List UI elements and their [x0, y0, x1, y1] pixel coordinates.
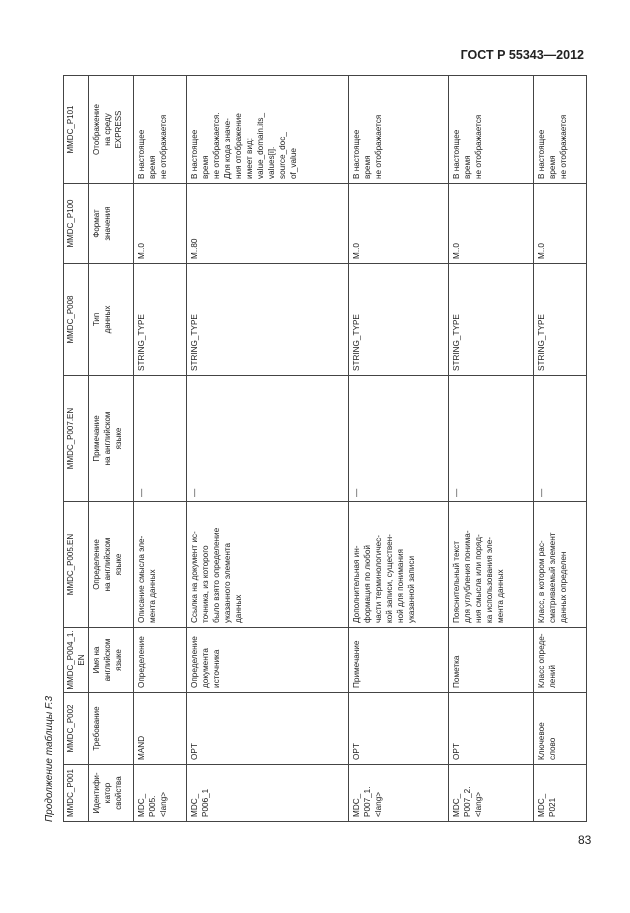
data-type-cell: STRING_TYPE: [187, 264, 349, 376]
requirement-cell: MAND: [134, 693, 187, 765]
code-cell: MMDC_P100: [64, 184, 89, 264]
id-cell: MDC_ P007_2. <lang>: [449, 765, 533, 822]
id-cell: MDC_ P021: [533, 765, 586, 822]
rotated-table-container: [44, 76, 587, 822]
name-en-cell: Пометка: [449, 628, 533, 693]
code-cell: MMDC_P008: [64, 264, 89, 376]
express-cell: В настоящее время не отображается: [533, 76, 586, 184]
data-type-cell: STRING_TYPE: [449, 264, 533, 376]
header-cell: Имя на английском языке: [89, 628, 134, 693]
note-cell: —: [449, 376, 533, 502]
code-cell: MMDC_P004_1.EN: [64, 628, 89, 693]
format-cell: M..0: [449, 184, 533, 264]
name-en-cell: Определение: [134, 628, 187, 693]
code-cell: MMDC_P005.EN: [64, 502, 89, 628]
express-cell: В настоящее время не отображается: [449, 76, 533, 184]
definition-cell: Дополнительная ин- формация по любой части терминологичес- кой записи, существен- ной для понимания указанной записи: [349, 502, 449, 628]
page-number: 83: [578, 833, 592, 847]
header-cell: Отображение на среду EXPRESS: [89, 76, 134, 184]
format-cell: M..0: [134, 184, 187, 264]
requirement-cell: Ключевое слово: [533, 693, 586, 765]
standard-header: ГОСТ Р 55343—2012: [460, 48, 584, 62]
code-cell: MMDC_P007.EN: [64, 376, 89, 502]
code-cell: MMDC_P001: [64, 765, 89, 822]
table-row: [134, 76, 187, 822]
definition-cell: Ссылка на документ ис- точника, из которого было взято определение указанного элемента данных: [187, 502, 349, 628]
express-cell: В настоящее время не отображается. Для кода значе- ния отображение имеет вид: value_domain.its_ values[i]. source_doc_ of_value: [187, 76, 349, 184]
id-cell: MDC_ P007_1. <lang>: [349, 765, 449, 822]
requirement-cell: OPT: [187, 693, 349, 765]
definition-cell: Описание смысла эле- мента данных: [134, 502, 187, 628]
header-codes-row: [64, 76, 89, 822]
header-cell: Требование: [89, 693, 134, 765]
definition-cell: Класс, в котором рас- сматриваемый элемент данных определен: [533, 502, 586, 628]
header-names-row: [89, 76, 134, 822]
id-cell: MDC_ P005. <lang>: [134, 765, 187, 822]
table-row: [533, 76, 586, 822]
header-cell: Определение на английском языке: [89, 502, 134, 628]
table-row: [349, 76, 449, 822]
express-cell: В настоящее время не отображается: [134, 76, 187, 184]
code-cell: MMDC_P002: [64, 693, 89, 765]
definition-cell: Пояснительный текст для углубления понима- ния смысла или поряд- ка использования эле- мента данных: [449, 502, 533, 628]
code-cell: MMDC_P101: [64, 76, 89, 184]
data-type-cell: STRING_TYPE: [349, 264, 449, 376]
header-cell: Идентифи- катор свойства: [89, 765, 134, 822]
requirement-cell: OPT: [349, 693, 449, 765]
id-cell: MDC_ P006_1: [187, 765, 349, 822]
data-type-cell: STRING_TYPE: [533, 264, 586, 376]
header-cell: Примечание на английском языке: [89, 376, 134, 502]
name-en-cell: Примечание: [349, 628, 449, 693]
name-en-cell: Класс опреде- лений: [533, 628, 586, 693]
note-cell: —: [187, 376, 349, 502]
format-cell: M..80: [187, 184, 349, 264]
header-cell: Формат значения: [89, 184, 134, 264]
data-type-cell: STRING_TYPE: [134, 264, 187, 376]
header-cell: Тип данных: [89, 264, 134, 376]
name-en-cell: Определение документа источника: [187, 628, 349, 693]
requirement-cell: OPT: [449, 693, 533, 765]
table-row: [187, 76, 349, 822]
note-cell: —: [533, 376, 586, 502]
express-cell: В настоящее время не отображается: [349, 76, 449, 184]
properties-table: [63, 75, 587, 822]
format-cell: M..0: [533, 184, 586, 264]
note-cell: —: [134, 376, 187, 502]
table-caption: Продолжение таблицы F.3: [44, 695, 55, 822]
note-cell: —: [349, 376, 449, 502]
format-cell: M..0: [349, 184, 449, 264]
table-row: [449, 76, 533, 822]
